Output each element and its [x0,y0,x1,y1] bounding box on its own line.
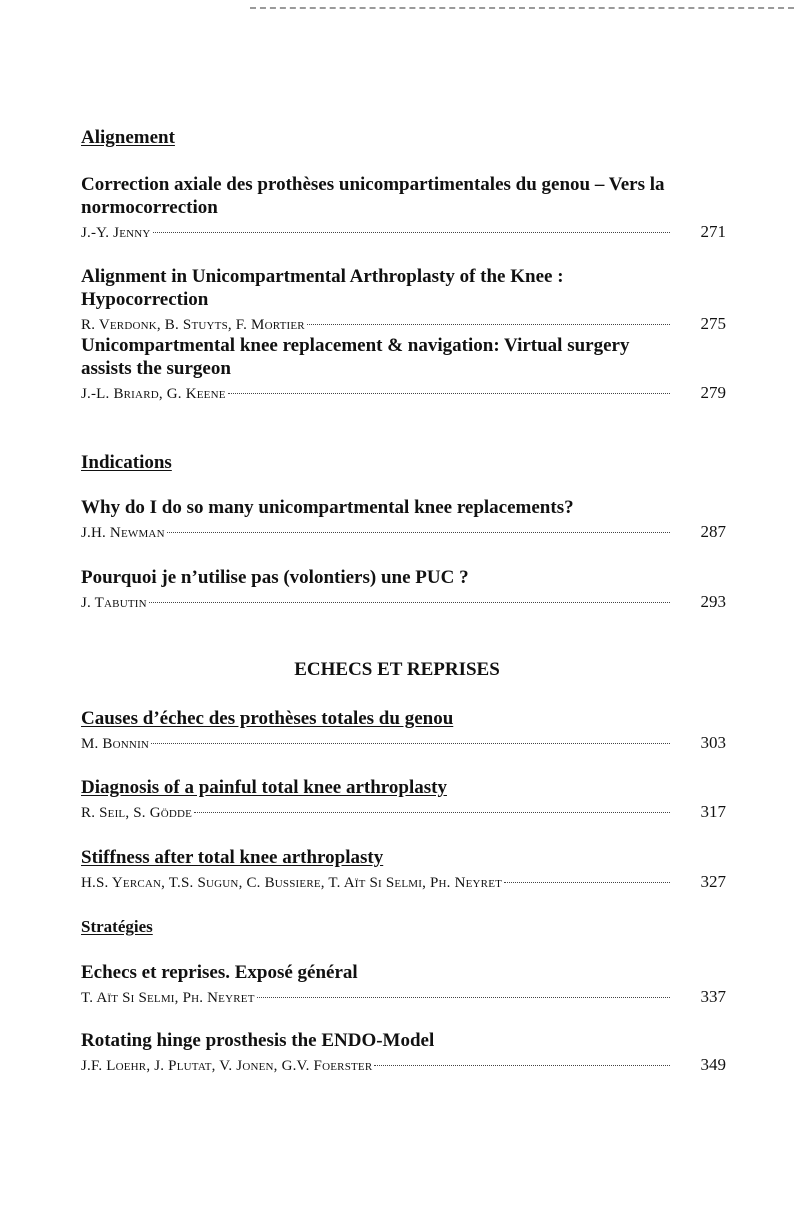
entry-page-number: 327 [700,872,726,891]
entry-authors: R. Verdonk, B. Stuyts, F. Mortier [81,317,305,333]
entry-page-number: 293 [700,592,726,611]
entry-page-number: 287 [700,522,726,541]
entry-line [81,987,726,1008]
entry-line [81,733,726,754]
entry-authors: T. Aït Si Selmi, Ph. Neyret [81,990,255,1006]
toc-entry [81,707,726,754]
toc-entry [81,566,726,613]
toc-entry [81,334,726,404]
entry-title: Rotating hinge prosthesis the ENDO-Model [81,1030,435,1051]
entry-title: Pourquoi je n’utilise pas (volontiers) une PUC ? [81,567,469,588]
entry-line [81,383,726,404]
dot-leader [374,1065,670,1066]
toc-entry [81,776,726,823]
entry-page-number: 349 [700,1055,726,1074]
entry-page-number: 303 [700,733,726,752]
section-heading-alignement: Alignement [81,127,175,148]
entry-title: Causes d’échec des prothèses totales du genou [81,708,454,729]
entry-title: Stiffness after total knee arthroplasty [81,847,384,868]
entry-line [81,522,726,543]
entry-authors: J.F. Loehr, J. Plutat, V. Jonen, G.V. Foerster [81,1058,373,1074]
toc-entry [81,265,726,335]
entry-authors: J.-L. Briard, G. Keene [81,386,226,402]
top-dashed-rule [250,7,794,9]
entry-title: Unicompartmental knee replacement & navigation: Virtual surgery assists the surgeon [81,335,630,379]
entry-page-number: 271 [700,222,726,241]
entry-line [81,802,726,823]
dot-leader [149,602,670,603]
dot-leader [307,324,670,325]
entry-authors: R. Seil, S. Gödde [81,805,193,821]
dot-leader [153,232,670,233]
entry-title: Why do I do so many unicompartmental knee replacements? [81,497,574,518]
dot-leader [504,882,670,883]
entry-title: Correction axiale des prothèses unicompartimentales du genou – Vers la normocorrection [81,174,665,218]
entry-line [81,1055,726,1076]
section-heading-strategies: Stratégies [81,917,153,936]
dot-leader [257,997,670,998]
dot-leader [167,532,670,533]
entry-page-number: 337 [700,987,726,1006]
entry-authors: M. Bonnin [81,736,150,752]
entry-authors: J.-Y. Jenny [81,225,151,241]
entry-authors: H.S. Yercan, T.S. Sugun, C. Bussiere, T. Aït Si Selmi, Ph. Neyret [81,875,503,891]
part-heading-echecs-et-reprises: ECHECS ET REPRISES [294,659,500,680]
toc-entry [81,1029,726,1076]
toc-entry [81,173,726,243]
entry-title: Echecs et reprises. Exposé général [81,962,358,983]
entry-title: Diagnosis of a painful total knee arthroplasty [81,777,447,798]
dot-leader [194,812,670,813]
entry-page-number: 279 [700,383,726,402]
dot-leader [151,743,670,744]
entry-page-number: 317 [700,802,726,821]
entry-page-number: 275 [700,314,726,333]
entry-line [81,222,726,243]
entry-line [81,592,726,613]
entry-authors: J.H. Newman [81,525,165,541]
toc-entry [81,846,726,893]
entry-authors: J. Tabutin [81,595,147,611]
toc-entry [81,961,726,1008]
section-heading-indications: Indications [81,452,172,473]
dot-leader [228,393,670,394]
toc-entry [81,496,726,543]
entry-title: Alignment in Unicompartmental Arthroplasty of the Knee : Hypocorrection [81,266,564,310]
entry-line [81,314,726,335]
entry-line [81,872,726,893]
